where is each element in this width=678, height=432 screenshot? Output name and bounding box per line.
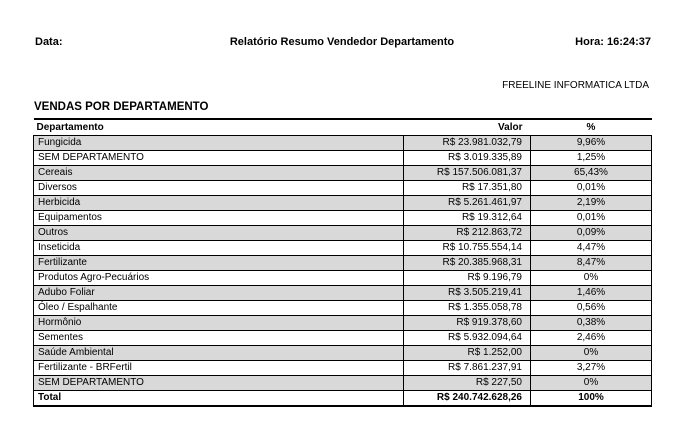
column-header-percent: %	[531, 119, 652, 135]
table-row	[34, 150, 652, 165]
table-row	[34, 135, 652, 150]
cell-percent: 2,19%	[531, 195, 652, 210]
cell-valor: R$ 3.505.219,41	[404, 285, 531, 300]
total-percent: 100%	[531, 390, 652, 406]
time-label: Hora: 16:24:37	[575, 36, 651, 48]
table-row	[34, 195, 652, 210]
cell-percent: 0,56%	[531, 300, 652, 315]
cell-percent: 9,96%	[531, 135, 652, 150]
cell-valor: R$ 20.385.968,31	[404, 255, 531, 270]
total-row	[34, 390, 652, 406]
cell-percent: 0%	[531, 345, 652, 360]
cell-valor: R$ 7.861.237,91	[404, 360, 531, 375]
table-header-row	[34, 119, 652, 135]
cell-departamento: Outros	[34, 225, 404, 240]
total-valor: R$ 240.742.628,26	[404, 390, 531, 406]
table-row	[34, 330, 652, 345]
column-header-departamento: Departamento	[34, 119, 404, 135]
table-row	[34, 165, 652, 180]
cell-percent: 8,47%	[531, 255, 652, 270]
table-row	[34, 315, 652, 330]
table-body	[34, 135, 652, 390]
cell-percent: 2,46%	[531, 330, 652, 345]
table-row	[34, 225, 652, 240]
cell-departamento: Saúde Ambiental	[34, 345, 404, 360]
cell-departamento: Produtos Agro-Pecuários	[34, 270, 404, 285]
table-row	[34, 345, 652, 360]
table-row	[34, 270, 652, 285]
cell-valor: R$ 5.261.461,97	[404, 195, 531, 210]
cell-departamento: Inseticida	[34, 240, 404, 255]
cell-departamento: Adubo Foliar	[34, 285, 404, 300]
cell-valor: R$ 227,50	[404, 375, 531, 390]
cell-departamento: Fertilizante - BRFertil	[34, 360, 404, 375]
cell-departamento: Equipamentos	[34, 210, 404, 225]
cell-valor: R$ 23.981.032,79	[404, 135, 531, 150]
company-name: FREELINE INFORMATICA LTDA	[502, 80, 649, 91]
cell-departamento: Herbicida	[34, 195, 404, 210]
cell-percent: 0,09%	[531, 225, 652, 240]
table-row	[34, 300, 652, 315]
cell-percent: 0%	[531, 270, 652, 285]
sales-by-department-table	[33, 118, 652, 407]
column-header-valor: Valor	[404, 119, 531, 135]
cell-valor: R$ 10.755.554,14	[404, 240, 531, 255]
table-row	[34, 375, 652, 390]
total-label: Total	[34, 390, 404, 406]
cell-departamento: Cereais	[34, 165, 404, 180]
cell-valor: R$ 157.506.081,37	[404, 165, 531, 180]
cell-departamento: Diversos	[34, 180, 404, 195]
table-row	[34, 285, 652, 300]
section-title: VENDAS POR DEPARTAMENTO	[34, 101, 209, 113]
cell-percent: 0,38%	[531, 315, 652, 330]
table-row	[34, 180, 652, 195]
cell-departamento: Fungicida	[34, 135, 404, 150]
cell-valor: R$ 1.355.058,78	[404, 300, 531, 315]
cell-percent: 1,46%	[531, 285, 652, 300]
cell-departamento: SEM DEPARTAMENTO	[34, 375, 404, 390]
cell-departamento: Óleo / Espalhante	[34, 300, 404, 315]
cell-departamento: Hormônio	[34, 315, 404, 330]
table-row	[34, 360, 652, 375]
table-row	[34, 210, 652, 225]
cell-departamento: SEM DEPARTAMENTO	[34, 150, 404, 165]
cell-percent: 0%	[531, 375, 652, 390]
cell-valor: R$ 3.019.335,89	[404, 150, 531, 165]
report-title: Relatório Resumo Vendedor Departamento	[229, 36, 455, 48]
cell-percent: 0,01%	[531, 180, 652, 195]
cell-percent: 1,25%	[531, 150, 652, 165]
cell-departamento: Fertilizante	[34, 255, 404, 270]
report-header	[33, 36, 651, 50]
cell-valor: R$ 212.863,72	[404, 225, 531, 240]
date-label: Data:	[35, 36, 63, 48]
cell-valor: R$ 5.932.094,64	[404, 330, 531, 345]
cell-valor: R$ 19.312,64	[404, 210, 531, 225]
table-row	[34, 240, 652, 255]
cell-valor: R$ 919.378,60	[404, 315, 531, 330]
cell-percent: 3,27%	[531, 360, 652, 375]
cell-departamento: Sementes	[34, 330, 404, 345]
table-row	[34, 255, 652, 270]
cell-valor: R$ 9.196,79	[404, 270, 531, 285]
cell-valor: R$ 1.252,00	[404, 345, 531, 360]
cell-valor: R$ 17.351,80	[404, 180, 531, 195]
cell-percent: 65,43%	[531, 165, 652, 180]
cell-percent: 4,47%	[531, 240, 652, 255]
cell-percent: 0,01%	[531, 210, 652, 225]
